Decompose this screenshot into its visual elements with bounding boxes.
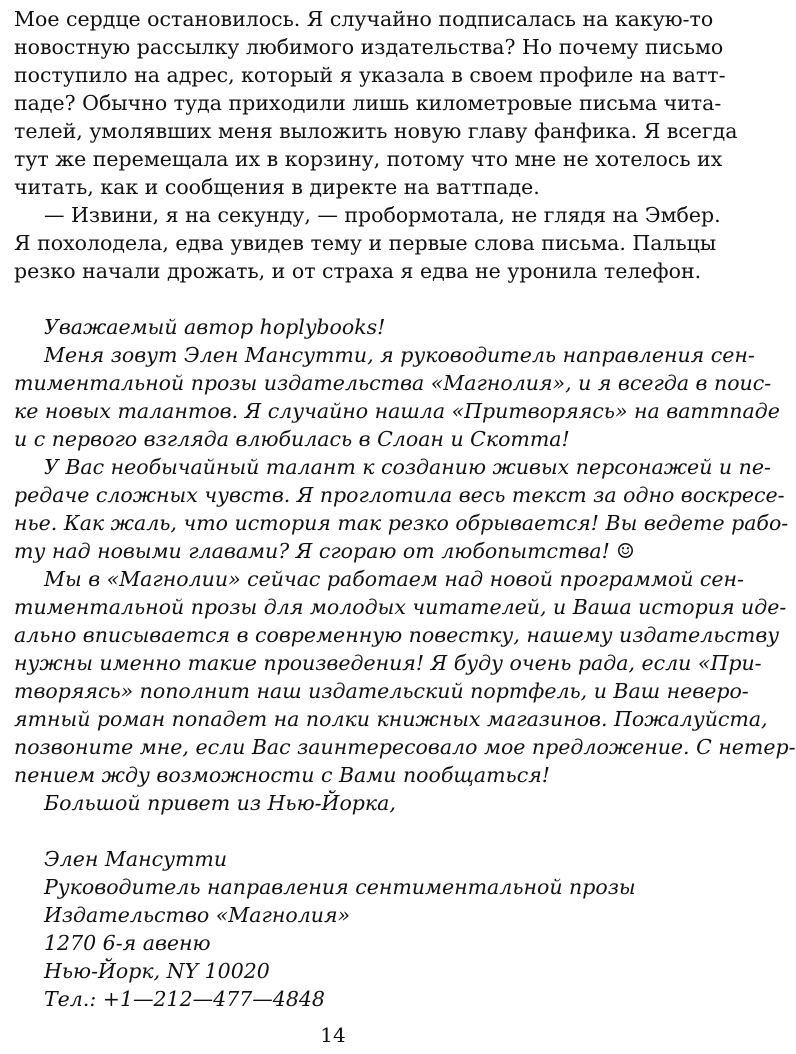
letter-line: У Вас необычайный талант к созданию живых персонажей и пе- [44,455,771,479]
narrative-line: резко начали дрожать, и от страха я едва не уронила телефон. [14,259,702,283]
letter-line: тиментальной прозы для молодых читателей, и Ваша история иде- [14,595,787,619]
letter-line: позвоните мне, если Вас заинтересовало мое предложение. С нетер- [14,735,796,759]
signature-name: Элен Мансутти [44,847,228,871]
letter-line: ке новых талантов. Я случайно нашла «Притворяясь» на ваттпаде [14,399,780,423]
signature-title: Руководитель направления сентиментальной прозы [44,875,636,899]
page-number: 14 [320,1023,346,1047]
narrative-line: читать, как и сообщения в директе на ваттпаде. [14,175,540,199]
letter-line: ту над новыми главами? Я сгораю от любопытства! ☺ [14,539,635,563]
letter-line: Мы в «Магнолии» сейчас работаем над новой программой сен- [44,567,744,591]
narrative-line: Мое сердце остановилось. Я случайно подписалась на какую-то [14,7,714,31]
signature-phone: Тел.: +1—212—477—4848 [44,987,325,1011]
letter-line: редаче сложных чувств. Я проглотила весь текст за одно воскресе- [14,483,785,507]
letter-line: Меня зовут Элен Мансутти, я руководитель направления сен- [44,343,755,367]
signature-address: 1270 6-я авеню [44,931,211,955]
letter-line: и с первого взгляда влюбилась в Слоан и Скотта! [14,427,570,451]
letter-line: нье. Как жаль, что история так резко обрывается! Вы ведете рабо- [14,511,789,535]
narrative-line: паде? Обычно туда приходили лишь километровые письма чита- [14,91,722,115]
narrative-line: телей, умолявших меня выложить новую главу фанфика. Я всегда [14,119,738,143]
narrative-line: поступило на адрес, который я указала в своем профиле на ватт- [14,63,726,87]
letter-line: нужны именно такие произведения! Я буду очень рада, если «При- [14,651,762,675]
narrative-line: — Извини, я на секунду, — пробормотала, не глядя на Эмбер. [44,203,721,227]
letter-closing: Большой привет из Нью-Йорка, [44,791,396,815]
letter-line: ятный роман попадет на полки книжных магазинов. Пожалуйста, [14,707,768,731]
narrative-line: тут же перемещала их в корзину, потому что мне не хотелось их [14,147,723,171]
letter-line: тиментальной прозы издательства «Магнолия», и я всегда в поис- [14,371,772,395]
letter-salutation: Уважаемый автор hoplybooks! [44,315,386,339]
signature-company: Издательство «Магнолия» [44,903,351,927]
signature-city: Нью-Йорк, NY 10020 [44,959,270,983]
letter-line: творяясь» пополнит наш издательский портфель, и Ваш неверо- [14,679,749,703]
narrative-line: Я похолодела, едва увидев тему и первые слова письма. Пальцы [14,231,717,255]
narrative-line: новостную рассылку любимого издательства? Но почему письмо [14,35,724,59]
letter-line: пением жду возможности с Вами пообщаться! [14,763,551,787]
letter-line: ально вписывается в современную повестку, нашему издательству [14,623,780,647]
